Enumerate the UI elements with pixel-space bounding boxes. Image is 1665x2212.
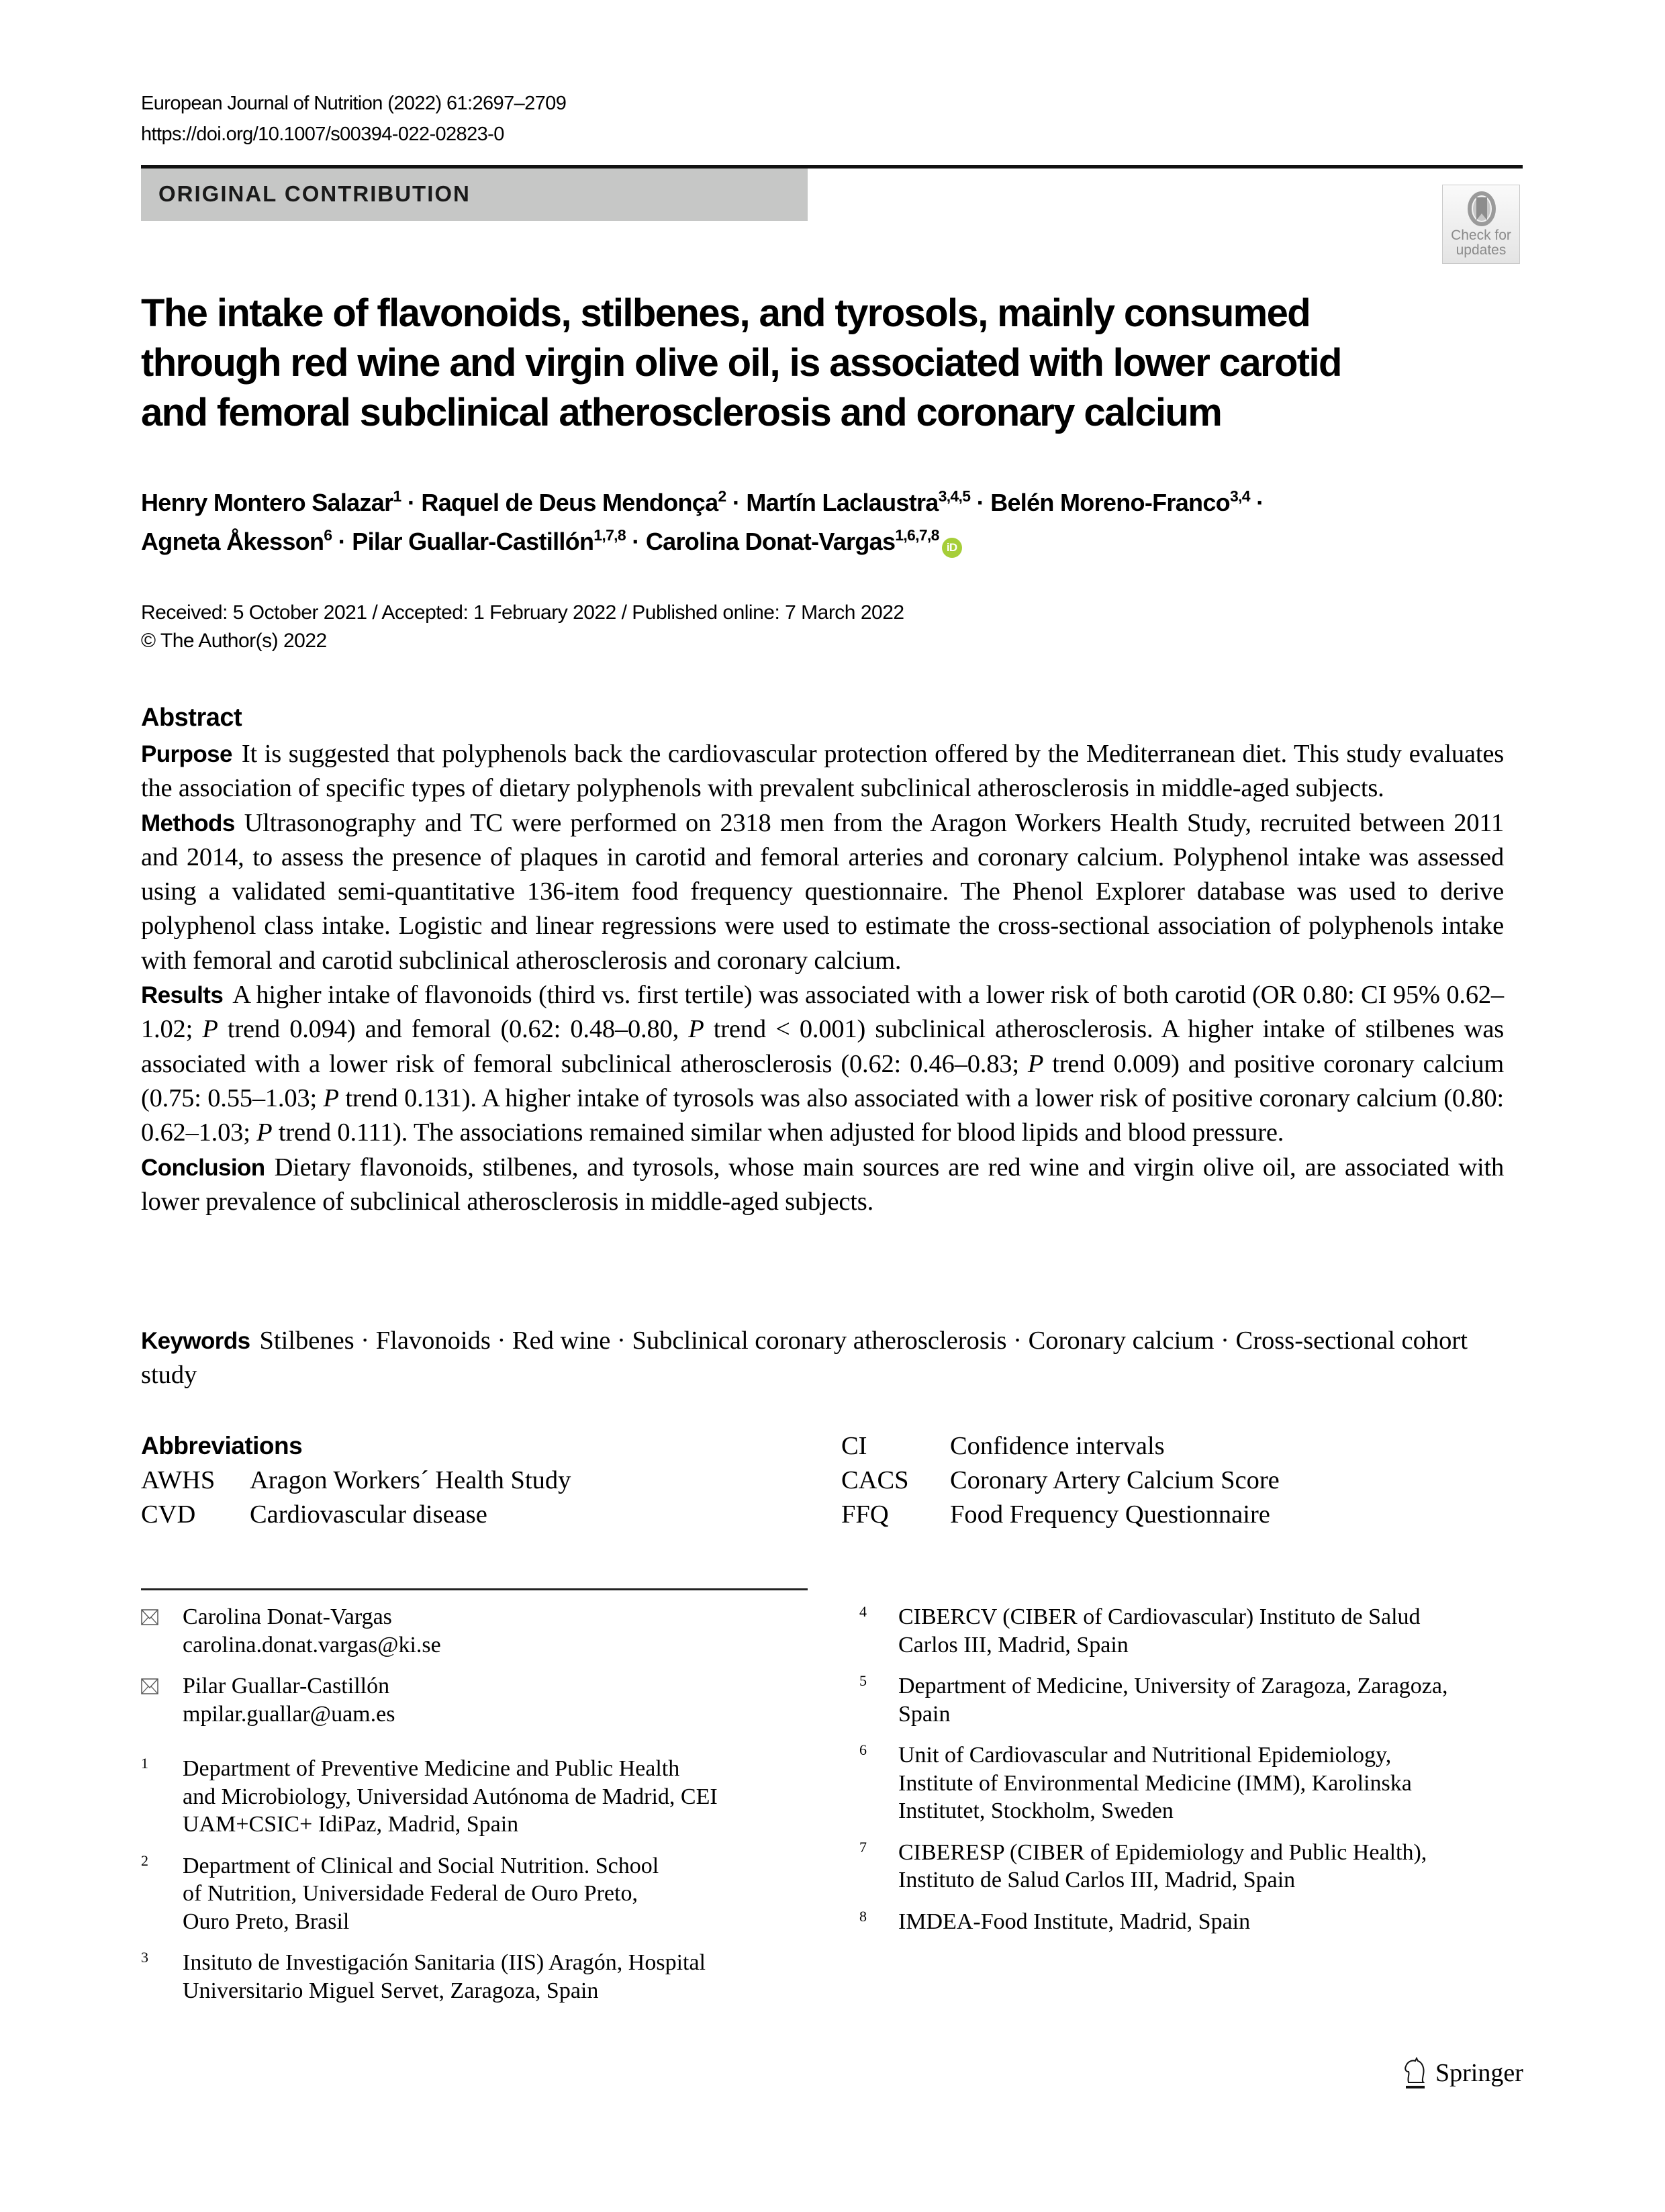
abstract-heading: Abstract xyxy=(141,704,242,732)
abbreviation-row xyxy=(841,1429,1513,1463)
dates-line: Received: 5 October 2021 / Accepted: 1 February 2022 / Published online: 7 March 2022 xyxy=(141,602,904,624)
affiliation-line: Universitario Miguel Servet, Zaragoza, Spain xyxy=(183,1978,599,2003)
article-category: ORIGINAL CONTRIBUTION xyxy=(158,181,471,206)
footnotes-left xyxy=(141,1603,786,2018)
keywords-label: Keywords xyxy=(141,1328,250,1354)
abbreviation-row xyxy=(841,1463,1513,1498)
abstract-results xyxy=(141,978,1504,1150)
author-line-1 xyxy=(141,483,1484,522)
author-name[interactable]: Pilar Guallar-Castillón xyxy=(352,528,594,555)
affiliation-line: Instituto de Salud Carlos III, Madrid, Spain xyxy=(898,1868,1296,1892)
affiliation-number: 4 xyxy=(859,1603,867,1620)
p-symbol: P xyxy=(202,1015,218,1044)
abbreviation-definition: Cardiovascular disease xyxy=(250,1500,487,1529)
affiliation-entry xyxy=(845,1839,1489,1894)
title-line: through red wine and virgin olive oil, is associated with lower carotid xyxy=(141,341,1341,385)
affiliation-number: 2 xyxy=(141,1852,148,1869)
check-for-updates-button[interactable] xyxy=(1442,185,1520,264)
affiliation-entry xyxy=(141,1755,786,1839)
publication-history xyxy=(141,599,904,655)
affiliation-line: UAM+CSIC+ IdiPaz, Madrid, Spain xyxy=(183,1812,519,1837)
affiliation-number: 3 xyxy=(141,1949,148,1966)
affiliation-entry xyxy=(845,1603,1489,1659)
affiliation-number: 6 xyxy=(859,1741,867,1758)
affiliation-number: 1 xyxy=(141,1755,148,1772)
author-affiliation-ref: 3,4,5 xyxy=(938,487,971,505)
check-updates-line1: Check for xyxy=(1451,228,1511,243)
author-separator: · xyxy=(1249,489,1264,516)
affiliation-number: 5 xyxy=(859,1672,867,1689)
affiliation-entry xyxy=(845,1908,1489,1936)
conclusion-text: Dietary flavonoids, stilbenes, and tyrosols, whose main sources are red wine and virgin olive oil, are associated with lower prevalence of subclinical atherosclerosis in middle-aged subjects. xyxy=(141,1153,1504,1216)
abstract-section xyxy=(141,701,1504,1219)
abbreviation: FFQ xyxy=(841,1500,889,1529)
footnotes-right xyxy=(845,1603,1489,1949)
author-name[interactable]: Raquel de Deus Mendonça xyxy=(421,489,718,516)
keywords xyxy=(141,1324,1504,1393)
correspondence-name: Carolina Donat-Vargas xyxy=(183,1604,392,1629)
abbreviations-heading: Abbreviations xyxy=(141,1432,303,1459)
p-symbol: P xyxy=(256,1118,273,1147)
affiliation-line: CIBERCV (CIBER of Cardiovascular) Instituto de Salud xyxy=(898,1604,1421,1629)
abbreviations-right xyxy=(841,1429,1513,1532)
affiliation-line: of Nutrition, Universidade Federal de Ouro Preto, xyxy=(183,1881,638,1906)
abbreviation: CVD xyxy=(141,1500,196,1529)
abbreviation-definition: Coronary Artery Calcium Score xyxy=(950,1466,1280,1494)
methods-text: Ultrasonography and TC were performed on 2318 men from the Aragon Workers Health Study, recruited between 2011 and 2014, to assess the presence of plaques in carotid and femoral arteries and coronary calcium. Polyphenol intake was assessed using a validated semi-quantitative 136-item food frequency questionnaire. The Phenol Explorer database was used to derive polyphenol class intake. Logistic and linear regressions were used to estimate the cross-sectional association of polyphenols intake with femoral and carotid subclinical atherosclerosis and coronary calcium. xyxy=(141,808,1504,975)
p-symbol: P xyxy=(1027,1049,1044,1078)
results-text: trend 0.094) and femoral (0.62: 0.48–0.80, xyxy=(218,1015,689,1044)
author-name[interactable]: Agneta Åkesson xyxy=(141,528,324,555)
springer-knight-icon xyxy=(1402,2057,1429,2090)
correspondence-name: Pilar Guallar-Castillón xyxy=(183,1674,390,1698)
envelope-icon xyxy=(141,1678,158,1695)
abbreviation-definition: Food Frequency Questionnaire xyxy=(950,1500,1270,1529)
author-separator: · xyxy=(970,489,991,516)
abstract-purpose xyxy=(141,737,1504,806)
abstract-conclusion xyxy=(141,1151,1504,1220)
purpose-label: Purpose xyxy=(141,741,232,767)
abbreviation: AWHS xyxy=(141,1466,216,1494)
affiliation-line: Department of Clinical and Social Nutrition. School xyxy=(183,1853,659,1878)
correspondence-email[interactable]: carolina.donat.vargas@ki.se xyxy=(183,1632,441,1657)
affiliation-entry xyxy=(845,1672,1489,1728)
affiliation-line: Insituto de Investigación Sanitaria (IIS) Aragón, Hospital xyxy=(183,1950,706,1975)
correspondence-email[interactable]: mpilar.guallar@uam.es xyxy=(183,1701,395,1727)
copyright-line: © The Author(s) 2022 xyxy=(141,630,327,652)
results-label: Results xyxy=(141,982,224,1009)
affiliation-line: Department of Medicine, University of Zaragoza, Zaragoza, xyxy=(898,1674,1448,1698)
affiliation-line: Ouro Preto, Brasil xyxy=(183,1909,350,1934)
affiliation-line: Spain xyxy=(898,1701,951,1727)
abbreviation-definition: Confidence intervals xyxy=(950,1432,1165,1460)
affiliation-line: Carlos III, Madrid, Spain xyxy=(898,1632,1129,1657)
author-separator: · xyxy=(625,528,646,555)
abstract-methods xyxy=(141,806,1504,978)
abbreviation-row xyxy=(141,1463,799,1498)
author-separator: · xyxy=(332,528,352,555)
author-affiliation-ref: 3,4 xyxy=(1229,487,1250,505)
check-updates-line2: updates xyxy=(1456,242,1507,258)
abbreviation-definition: Aragon Workers´ Health Study xyxy=(250,1466,571,1494)
affiliation-line: Institutet, Stockholm, Sweden xyxy=(898,1798,1174,1823)
journal-citation: European Journal of Nutrition (2022) 61:2697–2709 xyxy=(141,93,567,114)
results-text: A higher intake of flavonoids (third vs. first tertile) was associated with a lower risk of both carotid (OR 0.80: CI 95% 0.62–1.02; xyxy=(141,981,1504,1044)
author-affiliation-ref: 1 xyxy=(393,487,401,505)
p-symbol: P xyxy=(688,1015,704,1044)
conclusion-label: Conclusion xyxy=(141,1154,265,1181)
abbreviation: CACS xyxy=(841,1466,909,1494)
correspondence-entry xyxy=(141,1672,786,1728)
affiliation-line: Department of Preventive Medicine and Public Health xyxy=(183,1756,680,1781)
affiliation-line: CIBERESP (CIBER of Epidemiology and Public Health), xyxy=(898,1839,1427,1865)
purpose-text: It is suggested that polyphenols back the cardiovascular protection offered by the Mediterranean diet. This study evaluates the association of specific types of dietary polyphenols with prevalent subclinical atherosclerosis in middle-aged subjects. xyxy=(141,740,1504,803)
author-name[interactable]: Carolina Donat-Vargas xyxy=(645,528,896,555)
abbreviations-left xyxy=(141,1429,799,1532)
p-symbol: P xyxy=(323,1084,339,1112)
doi-link[interactable]: https://doi.org/10.1007/s00394-022-02823-0 xyxy=(141,124,504,145)
affiliation-line: Institute of Environmental Medicine (IMM), Karolinska xyxy=(898,1770,1412,1796)
envelope-icon xyxy=(141,1608,158,1626)
affiliation-line: Unit of Cardiovascular and Nutritional Epidemiology, xyxy=(898,1743,1392,1768)
results-text: trend 0.111). The associations remained similar when adjusted for blood lipids and blood pressure. xyxy=(272,1118,1284,1147)
keywords-text: Stilbenes · Flavonoids · Red wine · Subclinical coronary atherosclerosis · Coronary calcium · Cross-sectional cohort study xyxy=(141,1327,1468,1390)
affiliation-number: 8 xyxy=(859,1907,867,1925)
author-name[interactable]: Henry Montero Salazar xyxy=(141,489,393,516)
orcid-icon[interactable]: iD xyxy=(942,538,962,558)
correspondence-entry xyxy=(141,1603,786,1659)
article-category-band xyxy=(141,169,808,221)
author-affiliation-ref: 1,6,7,8 xyxy=(895,526,939,544)
results-text: trend 0.009) and positive coronary calcium (0.75: 0.55–1.03; xyxy=(141,1049,1504,1112)
results-text: trend 0.131). A higher intake of tyrosols was also associated with a lower risk of positive coronary calcium (0.80: 0.62–1.03; xyxy=(141,1084,1504,1147)
results-text: trend < 0.001) subclinical atherosclerosis. A higher intake of stilbenes was associated with a lower risk of femoral subclinical atherosclerosis (0.62: 0.46–0.83; xyxy=(141,1015,1505,1078)
title-line: and femoral subclinical atherosclerosis and coronary calcium xyxy=(141,391,1222,434)
publisher-name: Springer xyxy=(1435,2059,1523,2087)
affiliation-entry xyxy=(141,1949,786,2005)
methods-label: Methods xyxy=(141,810,235,836)
title-line: The intake of flavonoids, stilbenes, and tyrosols, mainly consumed xyxy=(141,291,1311,335)
affiliation-entry xyxy=(141,1852,786,1936)
affiliation-number: 7 xyxy=(859,1838,867,1856)
author-name[interactable]: Martín Laclaustra xyxy=(746,489,939,516)
bookmark-ring-icon xyxy=(1467,191,1496,227)
author-separator: · xyxy=(401,489,422,516)
author-name[interactable]: Belén Moreno-Franco xyxy=(990,489,1230,516)
author-affiliation-ref: 2 xyxy=(718,487,726,505)
author-affiliation-ref: 1,7,8 xyxy=(593,526,626,544)
footnote-rule xyxy=(141,1588,808,1590)
abbreviation-row xyxy=(141,1498,799,1532)
author-line-2 xyxy=(141,522,1484,561)
author-affiliation-ref: 6 xyxy=(324,526,332,544)
affiliation-line: IMDEA-Food Institute, Madrid, Spain xyxy=(898,1909,1251,1934)
abbreviation-row xyxy=(841,1498,1513,1532)
author-list xyxy=(141,483,1484,561)
author-separator: · xyxy=(726,489,747,516)
affiliation-entry xyxy=(845,1741,1489,1825)
affiliation-line: and Microbiology, Universidad Autónoma de Madrid, CEI xyxy=(183,1784,718,1809)
article-title xyxy=(141,289,1450,438)
abbreviation: CI xyxy=(841,1432,867,1460)
